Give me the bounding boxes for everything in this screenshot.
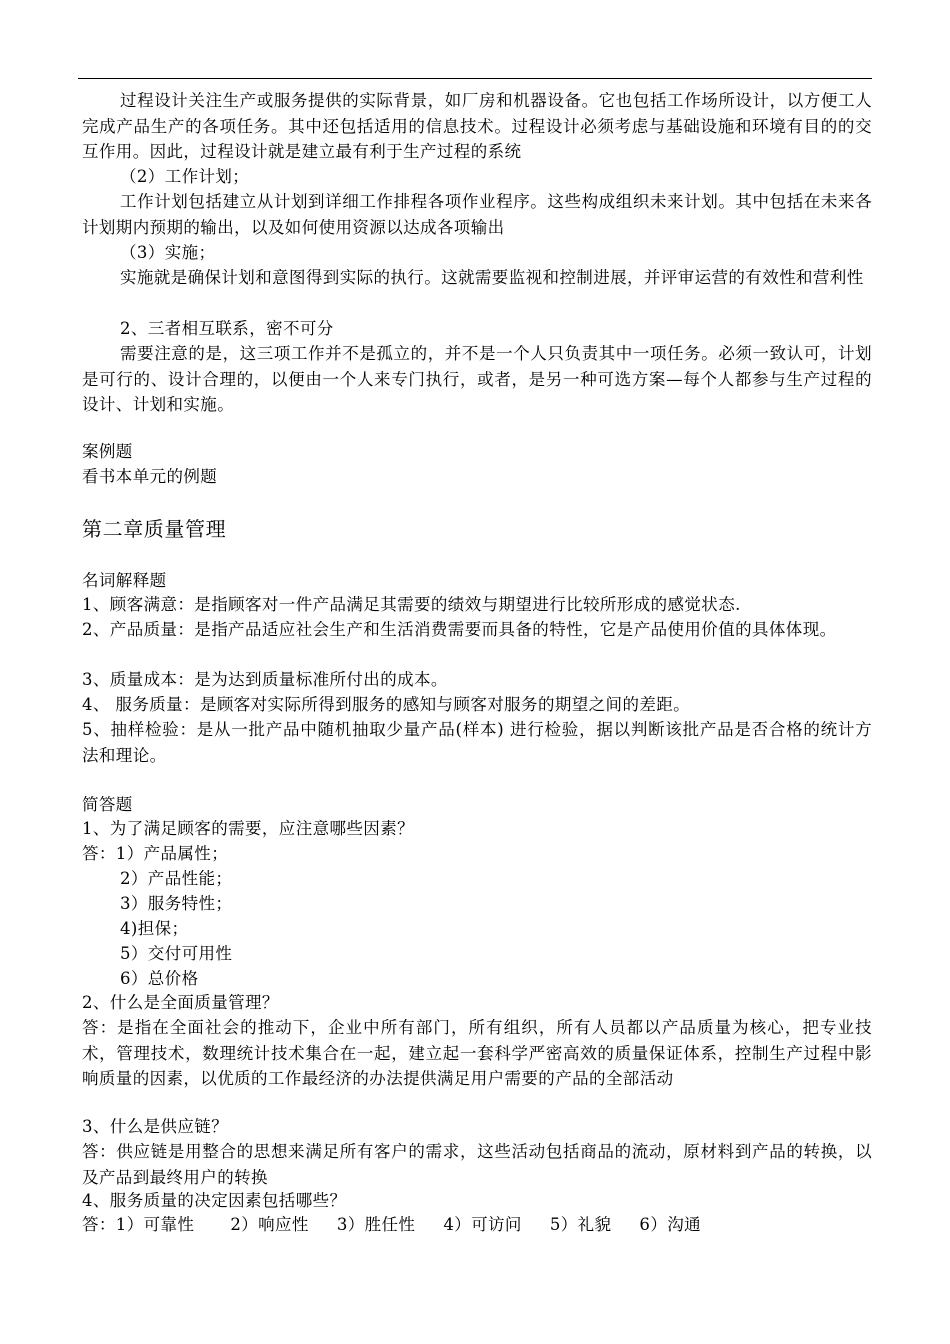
term-item: 2、产品质量：是指产品适应社会生产和生活消费需要而具备的特性，它是产品使用价值的具体体现。 <box>82 620 837 639</box>
answer-4-item: 6）沟通 <box>639 1215 702 1234</box>
heading-interrelation: 2、三者相互联系，密不可分 <box>120 319 334 338</box>
answer-3: 答：供应链是用整合的思想来满足所有客户的需求，这些活动包括商品的流动，原材料到产品的转换，以及产品到最终用户的转换 <box>82 1142 872 1187</box>
answer-1-item: 6）总价格 <box>120 969 199 988</box>
answer-1-first: 答：1）产品属性； <box>82 844 229 863</box>
case-text: 看书本单元的例题 <box>82 467 218 486</box>
heading-work-plan: （2）工作计划； <box>120 167 250 186</box>
answer-4-item: 答：1）可靠性 <box>82 1215 195 1234</box>
paragraph-work-plan: 工作计划包括建立从计划到详细工作排程各项作业程序。这些构成组织未来计划。其中包括在未来各计划期内预期的输出，以及如何使用资源以达成各项输出 <box>82 192 872 237</box>
answer-4 <box>82 1212 729 1238</box>
question-3: 3、什么是供应链？ <box>82 1117 229 1136</box>
case-title: 案例题 <box>82 442 133 461</box>
answer-1-item: 4)担保； <box>120 919 189 938</box>
answer-4-item: 2）响应性 <box>230 1215 309 1234</box>
answer-2: 答：是指在全面社会的推动下，企业中所有部门，所有组织，所有人员都以产品质量为核心，把专业技术，管理技术，数理统计技术集合在一起，建立起一套科学严密高效的质量保证体系，控制生产过程中影响质量的因素，以优质的工作最经济的办法提供满足用户需要的产品的全部活动 <box>82 1018 872 1088</box>
term-item: 5、抽样检验：是从一批产品中随机抽取少量产品(样本) 进行检验，据以判断该批产品是否合格的统计方法和理论。 <box>82 720 872 765</box>
question-1: 1、为了满足顾客的需要，应注意哪些因素？ <box>82 819 414 838</box>
answer-1-item: 5）交付可用性 <box>120 944 233 963</box>
question-2: 2、什么是全面质量管理？ <box>82 993 279 1012</box>
paragraph-interrelation: 需要注意的是，这三项工作并不是孤立的，并不是一个人只负责其中一项任务。必须一致认可，计划是可行的、设计合理的，以便由一个人来专门执行，或者，是另一种可选方案—每个人都参与生产过程的设计、计划和实施。 <box>82 344 872 414</box>
answer-4-item: 3）胜任性 <box>336 1215 416 1234</box>
answer-4-item: 5）礼貌 <box>549 1215 612 1234</box>
paragraph-implementation: 实施就是确保计划和意图得到实际的执行。这就需要监视和控制进展，并评审运营的有效性和营利性 <box>120 268 864 287</box>
answer-1-item: 2）产品性能； <box>120 869 233 888</box>
short-answer-title: 简答题 <box>82 795 133 814</box>
term-item: 4、 服务质量：是顾客对实际所得到服务的感知与顾客对服务的期望之间的差距。 <box>82 695 691 714</box>
paragraph-process-design: 过程设计关注生产或服务提供的实际背景，如厂房和机器设备。它也包括工作场所设计，以方便工人完成产品生产的各项任务。其中还包括适用的信息技术。过程设计必须考虑与基础设施和环境有目的的交互作用。因此，过程设计就是建立最有利于生产过程的系统 <box>82 91 872 161</box>
heading-implementation: （3）实施； <box>120 243 216 262</box>
terms-title: 名词解释题 <box>82 571 167 590</box>
header-rule <box>78 78 872 79</box>
chapter-title: 第二章质量管理 <box>82 517 227 541</box>
term-item: 3、质量成本：是为达到质量标准所付出的成本。 <box>82 670 448 689</box>
question-4: 4、服务质量的决定因素包括哪些？ <box>82 1191 347 1210</box>
answer-1-item: 3）服务特性； <box>120 894 233 913</box>
term-item: 1、顾客满意：是指顾客对一件产品满足其需要的绩效与期望进行比较所形成的感觉状态. <box>82 595 741 614</box>
answer-4-item: 4）可访问 <box>443 1215 522 1234</box>
